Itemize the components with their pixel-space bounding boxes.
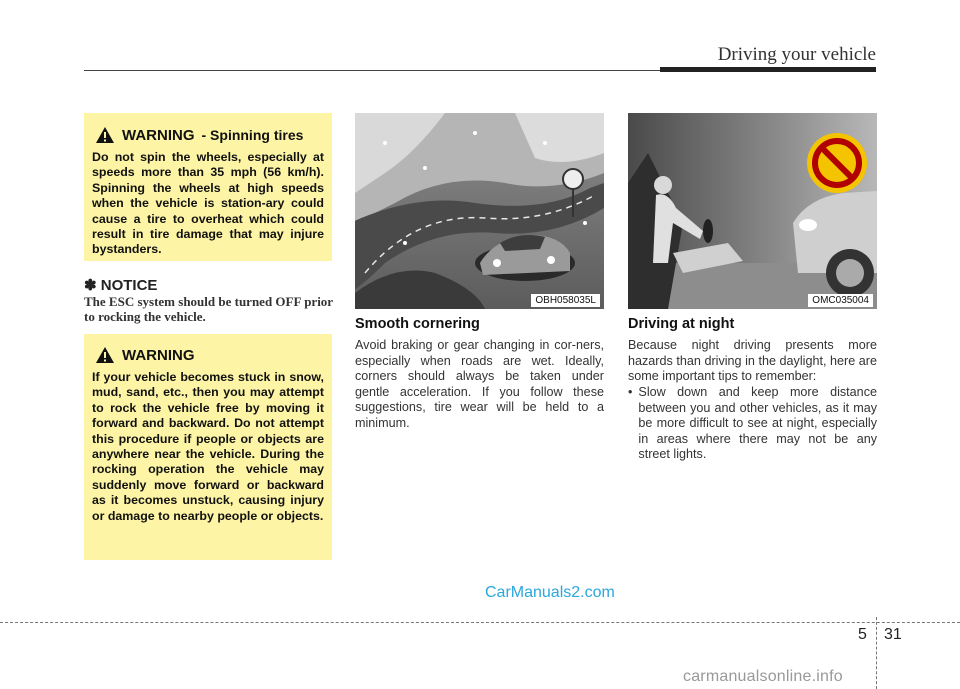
warning-heading [92,126,324,144]
header-rule-accent [660,67,876,72]
warning-triangle-icon [95,126,115,144]
cornering-heading: Smooth cornering [355,316,480,332]
warning-text: If your vehicle becomes stuck in snow, mud, sand, etc., then you may attempt to rock the vehicle free by moving it forward and backward. Do not attempt this procedure if people or objects are anywhere near the vehicle. During the rocking operation the vehicle may suddenly move forward or backward as it becomes unstuck, causing injury or damage to nearby people or objects. [92,370,324,523]
bullet-text: Slow down and keep more distance between you and other vehicles, as it may be more difficult to see at night, especially in areas where there may not be any street lights. [638,385,877,461]
night-bullet-item [628,385,877,463]
page-number: 31 [884,626,902,643]
image-code: OMC035004 [808,294,873,307]
warning-text: Do not spin the wheels, especially at speeds more than 35 mph (56 km/h). Spinning the wheels at high speeds when the vehicle is station-ary could cause a tire to overheat which could result in tire damage that may injure bystanders. [92,150,324,257]
warning-subtitle: - Spinning tires [201,127,304,143]
footer-divider [0,622,960,623]
bullet-marker: • [628,385,633,399]
notice-title: ✽ NOTICE [84,277,158,294]
warning-rocking-box [84,334,332,560]
night-heading: Driving at night [628,316,735,332]
night-driving-illustration [628,113,877,309]
warning-title: WARNING [122,126,195,144]
night-driving-image [628,113,877,309]
night-intro: Because night driving presents more hazards than driving in the daylight, here are some important tips to remember: [628,338,877,383]
image-code: OBH058035L [531,294,600,307]
section-title: Driving your vehicle [717,44,876,65]
warning-spinning-tires-box [84,113,332,261]
notice-text: The ESC system should be turned OFF prior to rocking the vehicle. [84,294,333,324]
warning-heading [92,346,324,364]
warning-triangle-icon [95,346,115,364]
page-number-divider [876,617,877,689]
cornering-illustration [355,113,604,309]
snowy-road-image [355,113,604,309]
warning-title: WARNING [122,346,195,364]
chapter-number: 5 [858,626,867,643]
cornering-text: Avoid braking or gear changing in cor-ners, especially when roads are wet. Ideally, corners should always be taken under gentle acceleration. If you follow these suggestions, tire wear will be held to a minimum. [355,338,604,430]
footer-brand[interactable]: carmanualsonline.info [683,668,843,685]
watermark[interactable]: CarManuals2.com [485,584,615,601]
